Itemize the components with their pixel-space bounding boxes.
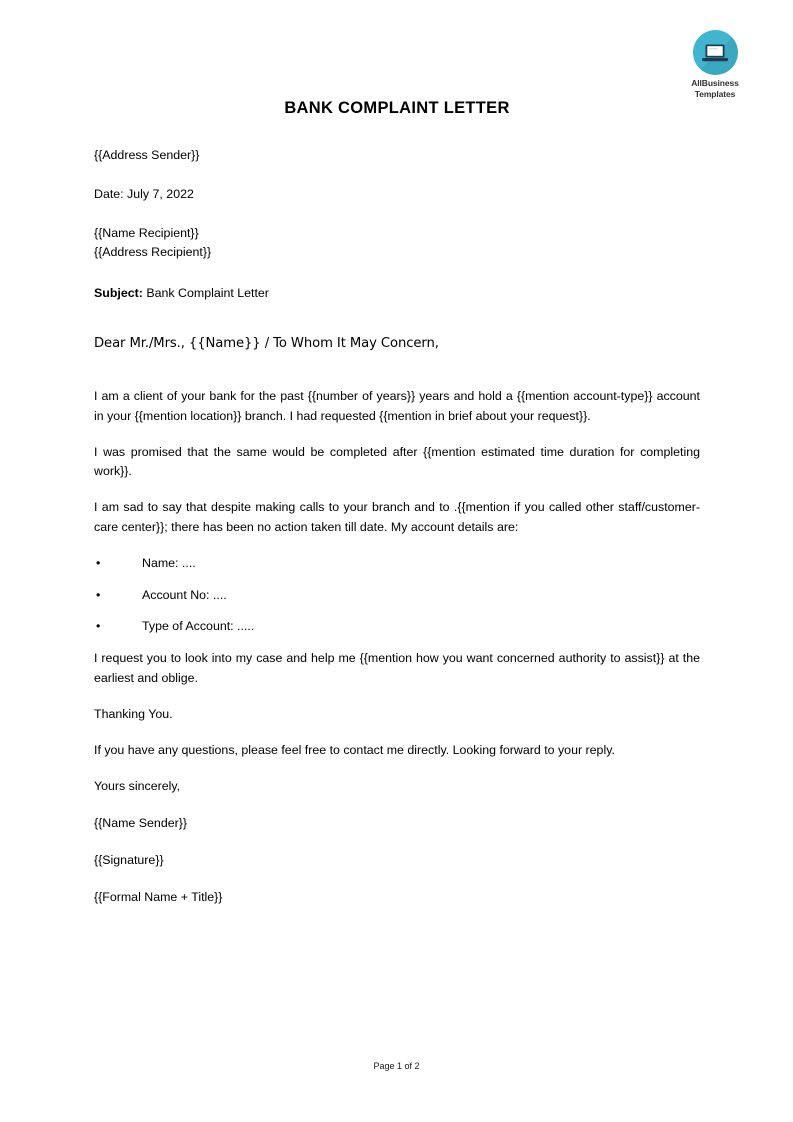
letter-date: Date: July 7, 2022 [94, 186, 194, 201]
body-paragraph-2: I was promised that the same would be completed after {{mention estimated time duration for completing work}}. [94, 444, 700, 479]
list-item-label: Name: .... [142, 555, 196, 570]
list-item-label: Type of Account: ..... [142, 619, 255, 634]
body-paragraph-1: I am a client of your bank for the past {{number of years}} years and hold a {{mention account-type}} account in your {{mention location}} branch. I had requested {{mention in brief about your request}}. [94, 388, 700, 423]
body-paragraph-3: I am sad to say that despite making calls to your branch and to .{{mention if you called other staff/customer-care center}}; there has been no action taken till date. My account details are: [94, 500, 700, 534]
closing-paragraph-1: I request you to look into my case and help me {{mention how you want concerned authority to assist}} at the earliest and oblige. [94, 651, 700, 685]
list-item [94, 554, 700, 574]
page-footer: Page 1 of 2 [373, 1061, 420, 1071]
formal-name-title: {{Formal Name + Title}} [94, 889, 223, 904]
sign-off: Yours sincerely, [94, 779, 181, 794]
page-title: BANK COMPLAINT LETTER [284, 99, 510, 117]
salutation: Dear Mr./Mrs., {{Name}} / To Whom It May Concern, [94, 335, 439, 351]
subject-label: Subject: [94, 286, 143, 301]
document-body [94, 0, 700, 908]
name-recipient: {{Name Recipient}} [94, 225, 199, 240]
bullet-glyph: • [96, 555, 101, 570]
logo-text-line2: Templates [694, 88, 736, 99]
subject-value: Bank Complaint Letter [146, 286, 269, 301]
list-item-label: Account No: .... [142, 587, 227, 602]
recipient-block [94, 224, 700, 264]
bullet-glyph: • [96, 619, 101, 634]
list-item [94, 617, 700, 637]
subject-line [94, 284, 700, 304]
bullet-glyph: • [96, 587, 101, 602]
address-sender: {{Address Sender}} [94, 148, 200, 162]
list-item [94, 586, 700, 606]
signature-placeholder: {{Signature}} [94, 852, 164, 867]
address-recipient: {{Address Recipient}} [94, 245, 212, 260]
closing-paragraph-2: Thanking You. [94, 706, 173, 721]
closing-paragraph-3: If you have any questions, please feel free to contact me directly. Looking forward to your reply. [94, 742, 615, 757]
name-sender: {{Name Sender}} [94, 816, 188, 831]
logo-text-line1: AllBusiness [691, 78, 739, 88]
laptop-icon [702, 43, 729, 63]
account-details-list [94, 554, 700, 637]
